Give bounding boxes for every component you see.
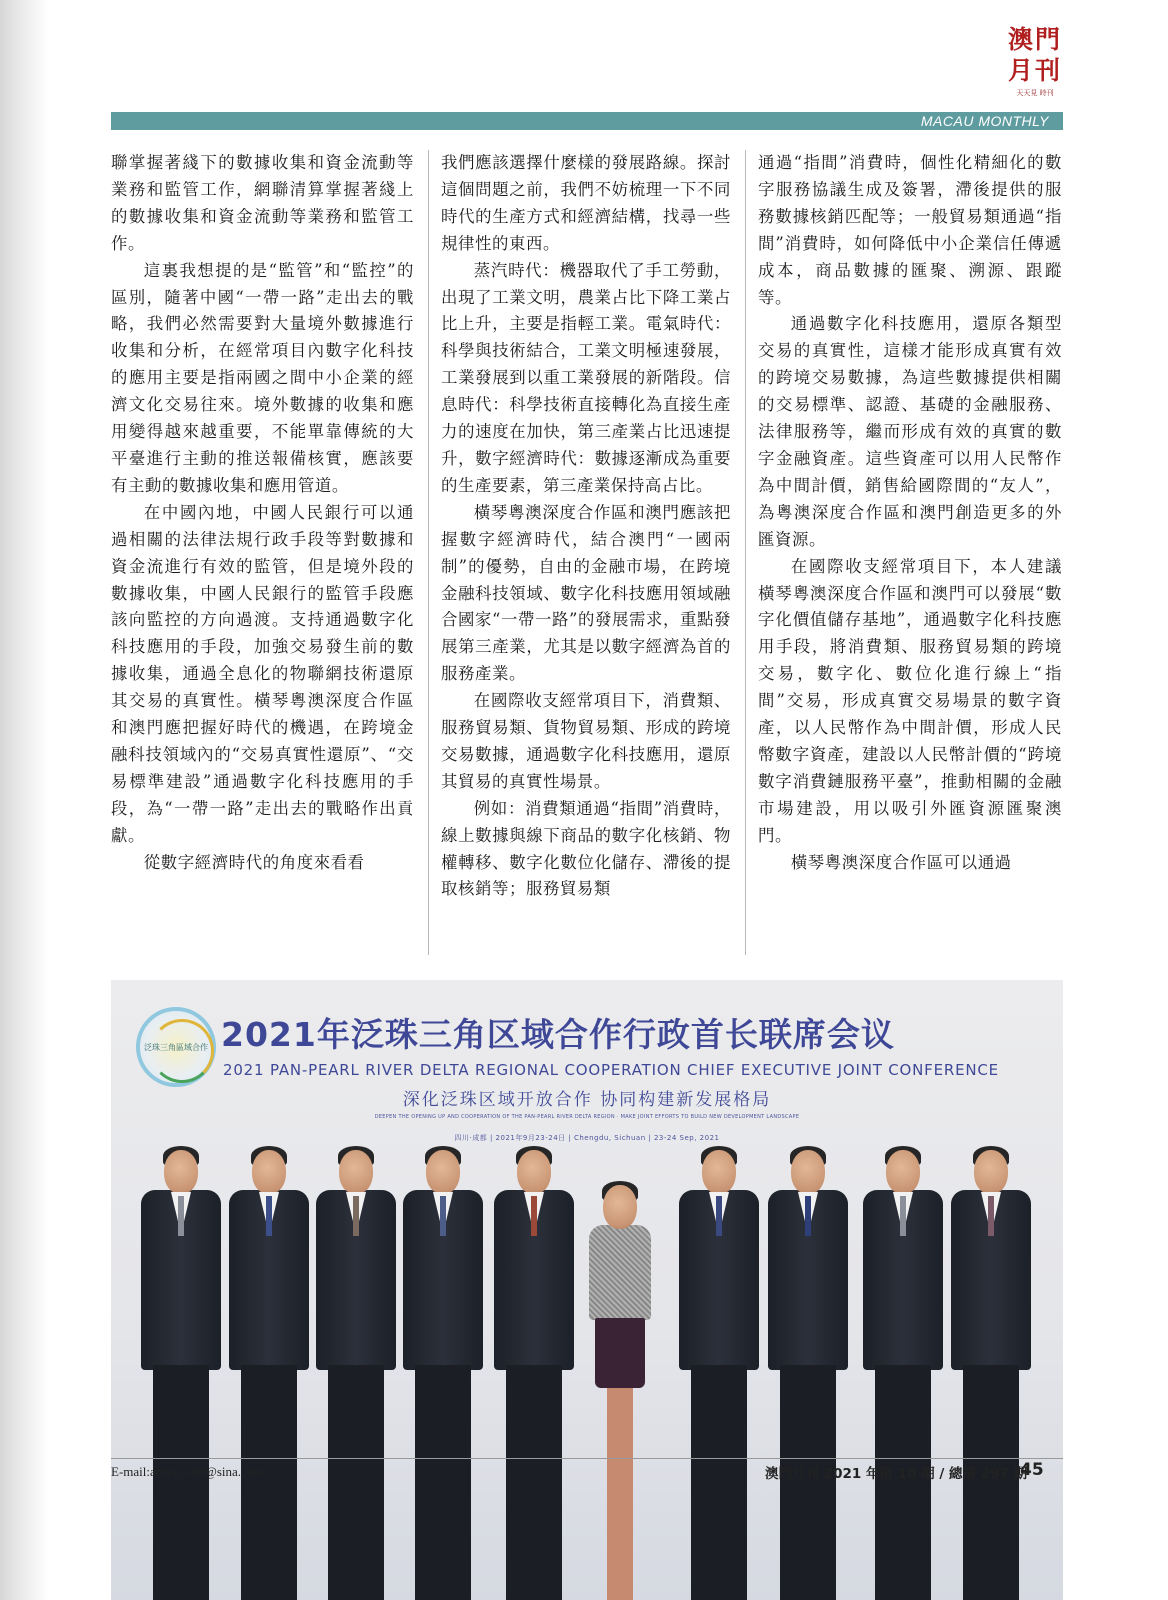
delegate-legs	[780, 1365, 836, 1600]
conference-theme: 深化泛珠区域开放合作 协同构建新发展格局	[402, 1090, 772, 1110]
logo-line-2: 月刊	[1007, 56, 1062, 85]
delegate-legs	[875, 1365, 931, 1600]
delegate-legs	[153, 1365, 209, 1600]
footer-issue: 澳門月刊 2021 年第 10 期 / 總第 297 期	[765, 1466, 1028, 1482]
delegate-shins	[607, 1388, 633, 1600]
article-paragraph: 在國際收支經常項目下，本人建議橫琴粵澳深度合作區和澳門可以發展“數字化價值儲存基地”，通過數字化科技應用手段，將消費類、服務貿易類的跨境交易，數字化、數位化進行線上“指間”交易，形成真實交易場景的數字資產，以人民幣作為中間計價，形成人民幣數字資產，建設以人民幣計價的“跨境數字消費鏈服務平臺”，推動相關的金融市場建設，用以吸引外匯資源匯聚澳門。	[758, 556, 1062, 845]
delegate-head	[252, 1150, 286, 1194]
article-paragraph: 通過“指間”消費時，個性化精細化的數字服務協議生成及簽署，滯後提供的服務數據核銷匹配等；一般貿易類通過“指間”消費時，如何降低中小企業信任傳遞成本，商品數據的匯聚、溯源、跟蹤等。	[758, 153, 1062, 307]
delegate-head	[702, 1150, 736, 1194]
article-column-3	[745, 150, 1062, 955]
article-paragraph: 例如：消費類通過“指間”消費時，線上數據與線下商品的數字化核銷、物權轉移、數字化數位化儲存、滯後的提取核銷等；服務貿易類	[441, 798, 731, 899]
delegate-skirt	[595, 1318, 645, 1388]
conference-photo	[111, 980, 1063, 1600]
delegate-head	[426, 1150, 460, 1194]
logo-line-1: 澳門	[1007, 25, 1062, 54]
conference-venue: 四川·成都 | 2021年9月23-24日 | Chengdu, Sichuan | 23-24 Sep, 2021	[454, 1134, 720, 1142]
article-paragraph: 在國際收支經常項目下，消費類、服務貿易類、貨物貿易類、形成的跨境交易數據，通過數字化科技應用，還原其貿易的真實性場景。	[441, 691, 731, 791]
footer-email: E-mail:amyk3388@sina.com	[111, 1464, 264, 1479]
conference-title: 2021年泛珠三角区域合作行政首长联席会议	[221, 1015, 895, 1054]
article-body	[111, 150, 1063, 955]
footer-rule	[111, 1458, 1063, 1459]
delegate-legs	[328, 1365, 384, 1600]
delegate-legs	[241, 1365, 297, 1600]
article-paragraph: 在中國內地，中國人民銀行可以通過相關的法律法規行政手段等對數據和資金流進行有效的監管，但是境外段的數據收集，中國人民銀行的監管手段應該向監控的方向過渡。支持通過數字化科技應用的手段，加強交易發生前的數據收集，通過全息化的物聯網技術還原其交易的真實性。橫琴粵澳深度合作區和澳門應把握好時代的機遇，在跨境金融科技領域內的“交易真實性還原”、“交易標準建設”通過數字化科技應用的手段，為“一帶一路”走出去的戰略作出貢獻。	[111, 502, 414, 845]
header-band	[111, 112, 1063, 130]
article-paragraph: 橫琴粵澳深度合作區可以通過	[790, 852, 1012, 872]
delegate-head	[164, 1150, 198, 1194]
delegate-tie	[900, 1196, 906, 1236]
delegate-legs	[691, 1365, 747, 1600]
logo-small-text: 天天見 時刊	[1016, 89, 1054, 97]
delegate-tie	[716, 1196, 722, 1236]
header-band-label: MACAU MONTHLY	[920, 113, 1049, 129]
delegate-tie	[988, 1196, 994, 1236]
article-paragraph: 橫琴粵澳深度合作區和澳門應該把握數字經濟時代，結合澳門“一國兩制”的優勢，自由的金融市場，在跨境金融科技領域、數字化科技應用領域融合國家“一帶一路”的發展需求，重點發展第三產業，尤其是以數字經濟為首的服務產業。	[441, 502, 731, 684]
delegates-group	[111, 980, 1063, 1600]
article-column-2	[428, 150, 745, 955]
article-paragraph: 這裏我想提的是“監管”和“監控”的區別，隨著中國“一帶一路”走出去的戰略，我們必然需要對大量境外數據進行收集和分析，在經常項目內數字化科技的應用主要是指兩國之間中小企業的經濟文化交易往來。境外數據的收集和應用變得越來越重要，不能單靠傳統的大平臺進行主動的推送報備核實，應該要有主動的數據收集和應用管道。	[111, 260, 414, 495]
delegate-tie	[178, 1196, 184, 1236]
article-column-1	[111, 150, 428, 955]
delegate-head	[603, 1185, 637, 1229]
conference-logo-text: 泛珠三角區域合作	[144, 1042, 208, 1052]
article-paragraph: 從數字經濟時代的角度來看看	[143, 852, 365, 872]
delegate-tie	[266, 1196, 272, 1236]
conference-theme-english: DEEPEN THE OPENING UP AND COOPERATION OF THE PAN-PEARL RIVER DELTA REGION · MAKE JOINT EFFORTS TO BUILD NEW DEVELOPMENT LANDSCAPE	[374, 1114, 800, 1120]
magazine-logo	[1006, 24, 1064, 120]
page-number: 45	[1020, 1460, 1044, 1480]
delegate-suit	[589, 1225, 651, 1320]
delegate-head	[791, 1150, 825, 1194]
delegate-legs	[963, 1365, 1019, 1600]
article-paragraph: 聯掌握著綫下的數據收集和資金流動等業務和監管工作，網聯清算掌握著綫上的數據收集和資金流動等業務和監管工作。	[111, 153, 414, 253]
delegate-legs	[415, 1365, 471, 1600]
delegate-head	[517, 1150, 551, 1194]
delegate-head	[339, 1150, 373, 1194]
delegate-head	[886, 1150, 920, 1194]
article-paragraph: 蒸汽時代：機器取代了手工勞動，出現了工業文明，農業占比下降工業占比上升，主要是指輕工業。電氣時代：科學與技術結合，工業文明極速發展，工業發展到以重工業發展的新階段。信息時代：科學技術直接轉化為直接生產力的速度在加快，第三產業占比迅速提升，數字經濟時代：數據逐漸成為重要的生產要素，第三產業保持高占比。	[441, 260, 731, 495]
delegate-head	[974, 1150, 1008, 1194]
article-paragraph: 我們應該選擇什麼樣的發展路線。探討這個問題之前，我們不妨梳理一下不同時代的生產方式和經濟結構，找尋一些規律性的東西。	[441, 153, 731, 253]
delegate-tie	[805, 1196, 811, 1236]
article-paragraph: 通過數字化科技應用，還原各類型交易的真實性，這樣才能形成真實有效的跨境交易數據，為這些數據提供相關的交易標準、認證、基礎的金融服務、法律服務等，繼而形成有效的真實的數字金融資產。這些資產可以用人民幣作為中間計價，銷售給國際間的“友人”，為粵澳深度合作區和澳門創造更多的外匯資源。	[758, 314, 1062, 549]
delegate-tie	[531, 1196, 537, 1236]
delegate-tie	[440, 1196, 446, 1236]
conference-title-english: 2021 PAN-PEARL RIVER DELTA REGIONAL COOPERATION CHIEF EXECUTIVE JOINT CONFERENCE	[223, 1061, 999, 1079]
delegate-legs	[506, 1365, 562, 1600]
delegate-tie	[353, 1196, 359, 1236]
